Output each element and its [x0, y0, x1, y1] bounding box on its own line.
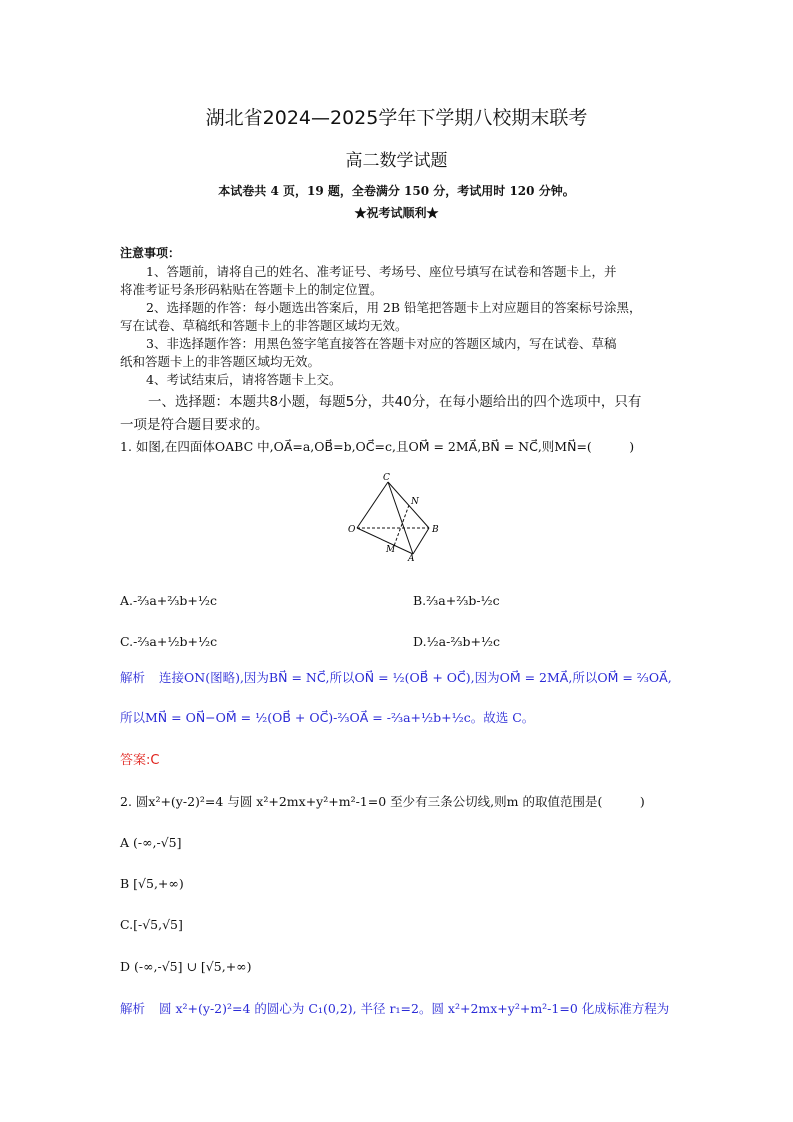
question-1-stem: 1. 如图,在四面体OABC 中,OA⃗=a,OB⃗=b,OC⃗=c,且OM⃗ = 2MA⃗,BN⃗ = NC⃗,则MN⃗=( )	[120, 439, 635, 454]
label-n: N	[411, 497, 419, 507]
q2-analysis-text-1: 圆 x²+(y-2)²=4 的圆心为 C₁(0,2), 半径 r₁=2。圆 x²+2mx+y²+m²-1=0 化成标准方程为	[159, 1001, 670, 1016]
q1-option-a[interactable]: A.-⅔a+⅔b+½c	[120, 593, 217, 608]
notes-heading: 注意事项：	[120, 246, 181, 260]
q1-option-b[interactable]: B.⅔a+⅔b-½c	[413, 593, 500, 608]
note-line: 纸和答题卡上的非答题区域均无效。	[120, 354, 321, 369]
q1-answer: 答案:C	[120, 753, 160, 768]
note-line: 1、答题前，请将自己的姓名、准考证号、考场号、座位号填写在试卷和答题卡上，并	[146, 264, 617, 279]
note-line: 写在试卷、草稿纸和答题卡上的非答题区域均无效。	[120, 318, 408, 333]
q1-option-c[interactable]: C.-⅔a+½b+½c	[120, 634, 218, 649]
note-line: 3、非选择题作答：用黑色签字笔直接答在答题卡对应的答题区域内，写在试卷、草稿	[146, 336, 617, 351]
exam-info: 本试卷共 4 页，19 题，全卷满分 150 分，考试用时 120 分钟。	[218, 184, 575, 198]
q2-option-a[interactable]: A (-∞,-√5]	[120, 835, 182, 850]
analysis-label: 解析	[120, 1001, 146, 1016]
exam-wish: ★祝考试顺利★	[354, 206, 439, 220]
label-c: C	[383, 473, 390, 483]
note-line: 4、考试结束后，请将答题卡上交。	[146, 372, 342, 387]
q2-option-d[interactable]: D (-∞,-√5] ∪ [√5,+∞)	[120, 959, 252, 974]
q1-option-d[interactable]: D.½a-⅔b+½c	[413, 634, 501, 649]
label-a: A	[408, 554, 415, 562]
label-m: M	[386, 545, 396, 555]
note-line: 2、选择题的作答：每小题选出答案后，用 2B 铅笔把答题卡上对应题目的答案标号涂黑，	[146, 300, 642, 315]
section-heading-cont: 一项是符合题目要求的。	[120, 417, 269, 433]
label-o: O	[348, 525, 356, 535]
label-b: B	[432, 525, 439, 535]
question-2-stem: 2. 圆x²+(y-2)²=4 与圆 x²+2mx+y²+m²-1=0 至少有三条公切线,则m 的取值范围是( )	[120, 794, 645, 809]
section-heading: 一、选择题：本题共8小题，每题5分，共40分，在每小题给出的四个选项中，只有	[148, 394, 642, 410]
page-title: 湖北省2024—2025学年下学期八校期末联考	[205, 107, 588, 129]
q1-analysis-text-1: 连接ON(图略),因为BN⃗ = NC⃗,所以ON⃗ = ½(OB⃗ + OC⃗),因为OM⃗ = 2MA⃗,所以OM⃗ = ⅔OA⃗,	[159, 670, 672, 685]
q2-option-b[interactable]: B [√5,+∞)	[120, 876, 184, 891]
q1-analysis-line-1	[120, 668, 672, 686]
analysis-label: 解析	[120, 670, 146, 685]
page-subtitle: 高二数学试题	[345, 151, 448, 171]
q1-analysis-line-2: 所以MN⃗ = ON⃗−OM⃗ = ½(OB⃗ + OC⃗)-⅔OA⃗ = -⅔a+½b+½c。故选 C。	[120, 710, 535, 725]
q2-analysis-line-1	[120, 999, 669, 1017]
note-line: 将准考证号条形码粘贴在答题卡上的制定位置。	[120, 282, 383, 297]
q2-option-c[interactable]: C.[-√5,√5]	[120, 917, 183, 932]
tetrahedron-figure	[345, 470, 455, 562]
